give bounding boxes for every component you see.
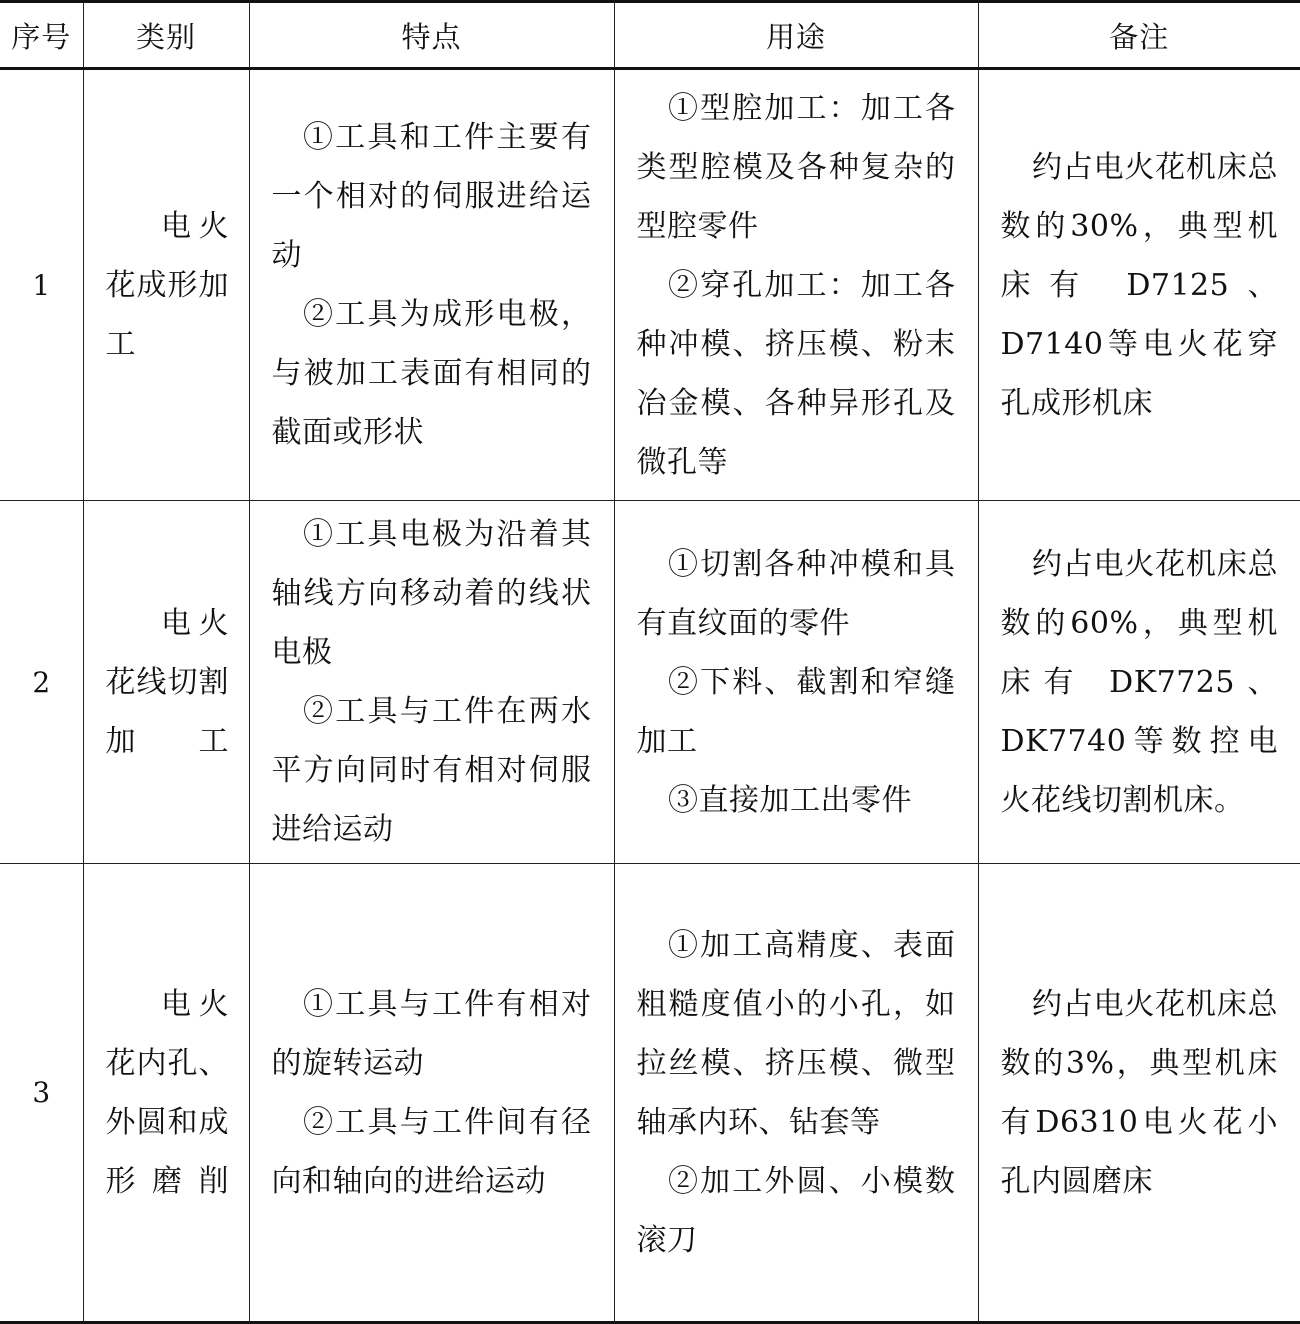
category-text: 电火花成形加工	[105, 208, 229, 362]
use-item: ②下料、截割和窄缝加工	[636, 664, 956, 759]
use-item: ①加工高精度、表面粗糙度值小的小孔，如拉丝模、挤压模、微型轴承内环、钻套等	[636, 927, 956, 1140]
note-text: 约占电火花机床总数的60%，典型机床有 DK7725、DK7740等数控电火花线切割机床。	[1000, 546, 1278, 818]
row-notes	[978, 501, 1300, 864]
table-header-row	[0, 2, 1300, 69]
feature-item: ②工具与工件间有径向和轴向的进给运动	[271, 1104, 592, 1199]
table-row	[0, 501, 1300, 864]
row-category	[83, 864, 249, 1323]
row-uses	[614, 864, 978, 1323]
row-uses	[614, 69, 978, 501]
row-notes	[978, 69, 1300, 501]
note-text: 约占电火花机床总数的3%，典型机床有D6310电火花小孔内圆磨床	[1000, 986, 1278, 1199]
header-uses: 用途	[614, 2, 978, 69]
feature-item: ②工具与工件在两水平方向同时有相对伺服进给运动	[271, 694, 592, 847]
feature-item: ①工具电极为沿着其轴线方向移动着的线状电极	[271, 517, 592, 670]
row-number: 2	[0, 501, 83, 864]
feature-item: ①工具和工件主要有一个相对的伺服进给运动	[271, 120, 592, 273]
feature-item: ①工具与工件有相对的旋转运动	[271, 986, 592, 1081]
row-uses	[614, 501, 978, 864]
category-text: 电火花内孔、外圆和成形磨削	[105, 986, 229, 1199]
note-text: 约占电火花机床总数的30%，典型机床有 D7125、D7140等电火花穿孔成形机床	[1000, 149, 1278, 421]
row-features	[249, 501, 614, 864]
header-num: 序号	[0, 2, 83, 69]
table-row	[0, 69, 1300, 501]
row-notes	[978, 864, 1300, 1323]
row-number: 1	[0, 69, 83, 501]
header-features: 特点	[249, 2, 614, 69]
row-features	[249, 864, 614, 1323]
use-item: ②加工外圆、小模数滚刀	[636, 1163, 956, 1258]
category-text: 电火花线切割加工	[105, 605, 229, 759]
use-item: ②穿孔加工：加工各种冲模、挤压模、粉末冶金模、各种异形孔及微孔等	[636, 267, 956, 480]
feature-item: ②工具为成形电极，与被加工表面有相同的截面或形状	[271, 297, 592, 450]
table-row	[0, 864, 1300, 1323]
header-notes: 备注	[978, 2, 1300, 69]
use-item: ①型腔加工：加工各类型腔模及各种复杂的型腔零件	[636, 90, 956, 244]
row-number: 3	[0, 864, 83, 1323]
row-features	[249, 69, 614, 501]
row-category	[83, 69, 249, 501]
header-category: 类别	[83, 2, 249, 69]
use-item: ①切割各种冲模和具有直纹面的零件	[636, 546, 956, 641]
row-category	[83, 501, 249, 864]
use-item: ③直接加工出零件	[668, 782, 912, 818]
